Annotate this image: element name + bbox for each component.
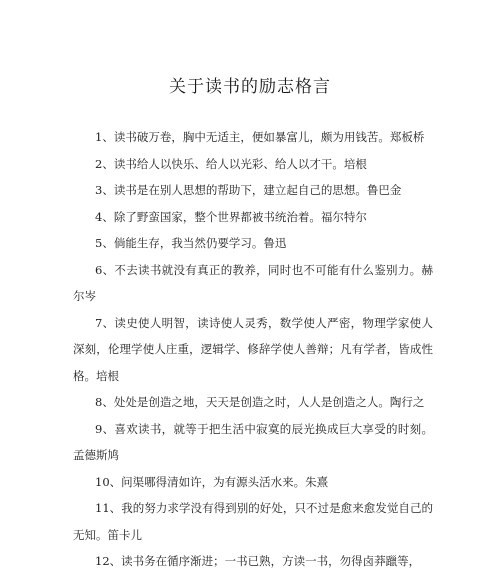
quote-item: 8、处处是创造之地，天天是创造之时，人人是创造之人。陶行之: [95, 395, 425, 409]
quote-item: 11、我的努力求学没有得到别的好处，只不过是愈来愈发觉自己的无知。笛卡儿: [73, 501, 433, 542]
quote-item: 1、读书破万卷，胸中无适主，便如暴富儿，颇为用钱苦。郑板桥: [95, 130, 425, 144]
quote-item: 2、读书给人以快乐、给人以光彩、给人以才干。培根: [95, 156, 367, 171]
quote-item: 9、喜欢读书，就等于把生活中寂寞的辰光换成巨大享受的时刻。孟德斯鸠: [73, 421, 433, 462]
quote-item: 3、读书是在别人思想的帮助下，建立起自己的思想。鲁巴金: [95, 183, 402, 197]
quote-item: 12、读书务在循序渐进；一书已熟，方读一书，勿得卤莽躐等，: [95, 554, 421, 568]
quote-item: 4、除了野蛮国家，整个世界都被书统治着。福尔特尔: [95, 209, 367, 224]
quote-item: 7、读史使人明智，读诗使人灵秀，数学使人严密，物理学家使人深刻，伦理学使人庄重，逻辑学、修辞学使人善辩；凡有学者，皆成性格。培根: [73, 315, 433, 383]
quote-list: [73, 124, 433, 575]
quote-item: 10、问渠哪得清如许，为有源头活水来。朱熹: [95, 474, 329, 489]
quote-item: 6、不去读书就没有真正的教养，同时也不可能有什么鉴别力。赫尔岑: [73, 262, 433, 303]
quote-item: 5、倘能生存，我当然仍要学习。鲁迅: [95, 236, 287, 250]
document-title: 关于读书的励志格言: [169, 77, 331, 97]
